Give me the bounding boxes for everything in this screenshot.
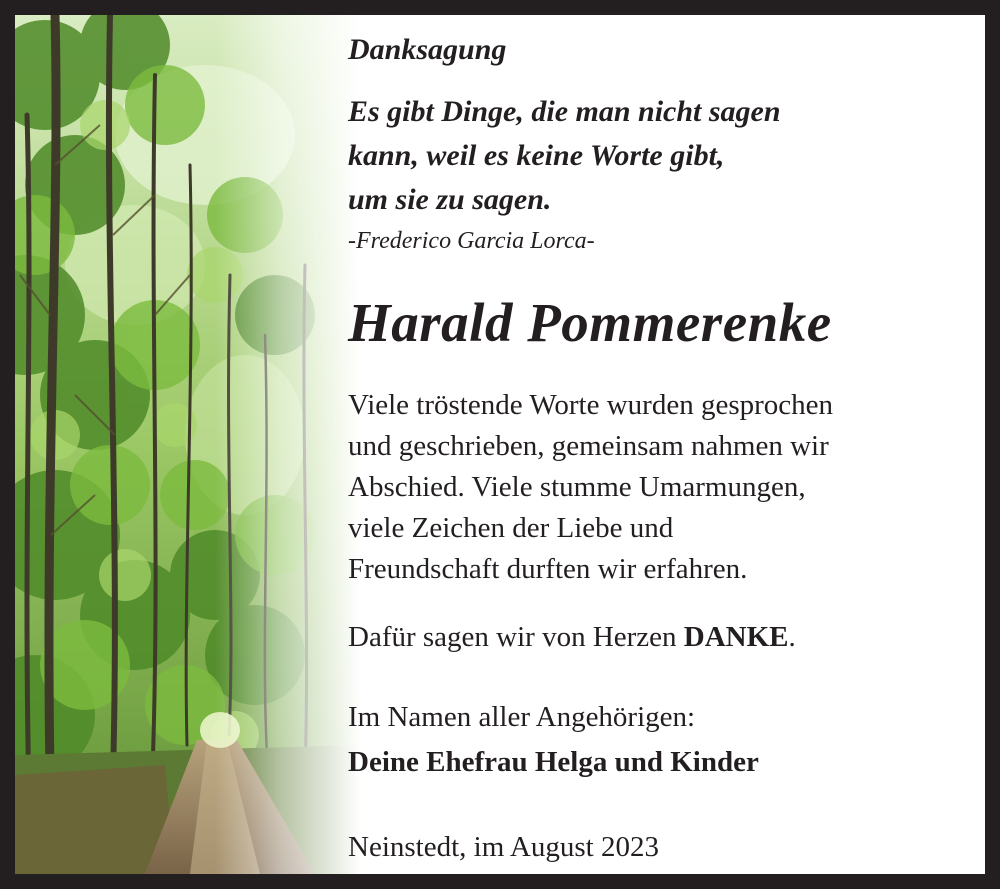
place-date: Neinstedt, im August 2023 — [348, 831, 659, 863]
quote-line: um sie zu sagen. — [348, 183, 552, 216]
quote — [348, 90, 781, 222]
body-line: Viele tröstende Worte wurden gesprochen — [348, 389, 833, 421]
thanks-suffix: . — [788, 621, 796, 653]
quote-line: Es gibt Dinge, die man nicht sagen — [348, 95, 781, 128]
body-text — [348, 385, 833, 590]
thanks-word: DANKE — [683, 621, 789, 653]
thanks-line — [348, 623, 796, 652]
quote-attribution: -Frederico Garcia Lorca- — [348, 228, 595, 254]
heading: Danksagung — [348, 33, 507, 66]
quote-line: kann, weil es keine Worte gibt, — [348, 139, 725, 172]
forest-path-photo — [15, 15, 360, 874]
deceased-name: Harald Pommerenke — [348, 292, 832, 353]
thanks-prefix: Dafür sagen wir von Herzen — [348, 621, 684, 653]
body-line: und geschrieben, gemeinsam nahmen wir — [348, 430, 829, 462]
body-line: viele Zeichen der Liebe und — [348, 512, 674, 544]
body-line: Abschied. Viele stumme Umarmungen, — [348, 471, 806, 503]
behalf-line: Im Namen aller Angehörigen: — [348, 701, 696, 733]
family-signature: Deine Ehefrau Helga und Kinder — [348, 746, 759, 778]
body-line: Freundschaft durften wir erfahren. — [348, 553, 748, 585]
